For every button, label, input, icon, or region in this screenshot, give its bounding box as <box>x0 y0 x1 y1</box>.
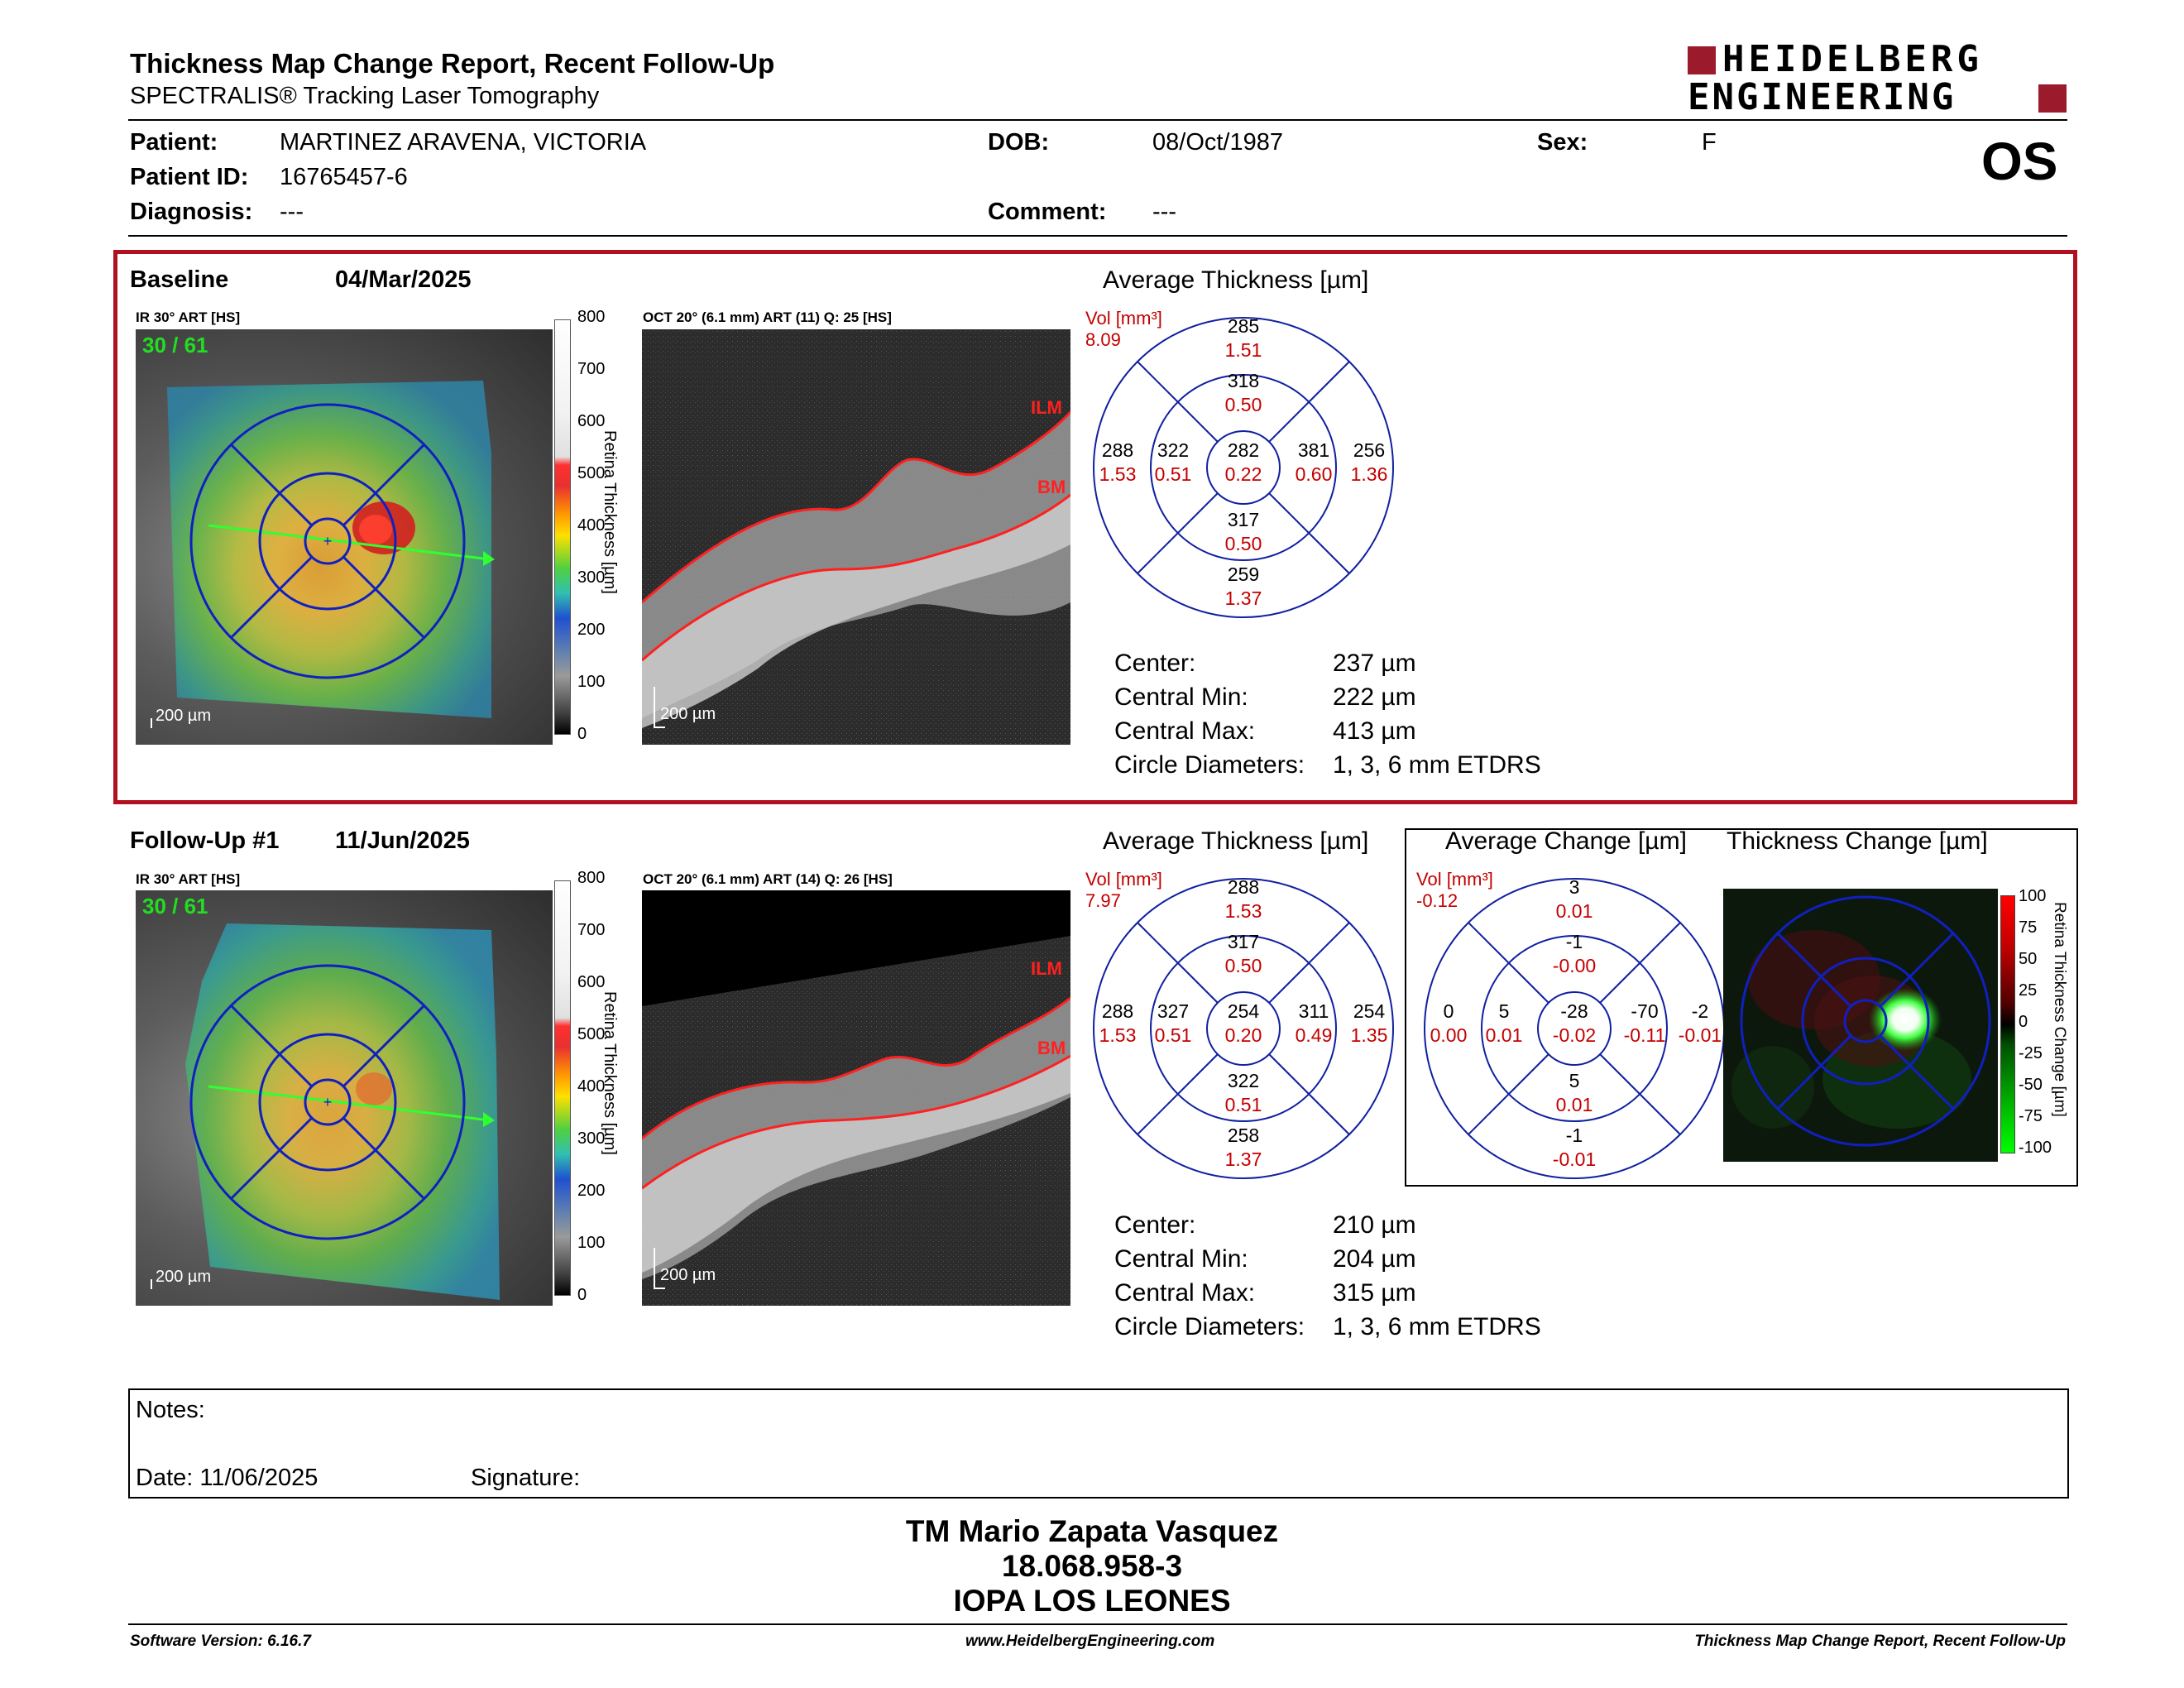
followup-ir-image[interactable] <box>136 890 553 1306</box>
etdrs-cell-center <box>1541 1000 1607 1048</box>
central-min-value: 222 µm <box>1333 683 1416 711</box>
circle-diameters-value: 1, 3, 6 mm ETDRS <box>1333 1313 1541 1340</box>
cbar-tick: 400 <box>577 516 606 535</box>
baseline-label: Baseline <box>130 266 229 293</box>
footer-report-name: Thickness Map Change Report, Recent Follow-Up <box>1694 1633 2066 1650</box>
volume-change-value: -0.01 <box>1678 1024 1722 1046</box>
logo-square-bottom <box>2038 84 2067 113</box>
change-vol-value: -0.12 <box>1416 890 1458 911</box>
etdrs-cell-outer-inferior <box>1541 1124 1607 1172</box>
volume-value: 1.51 <box>1224 339 1262 361</box>
cbar-tick: 75 <box>2019 918 2038 937</box>
comment-value: --- <box>1152 199 1176 225</box>
change-value: -28 <box>1560 1000 1588 1022</box>
cbar-tick: 200 <box>577 621 606 639</box>
change-value: 3 <box>1569 876 1580 898</box>
circle-diameters-value: 1, 3, 6 mm ETDRS <box>1333 751 1541 779</box>
change-value: 5 <box>1498 1000 1510 1022</box>
cbar-tick: 0 <box>577 725 587 743</box>
followup-vol-label: Vol [mm³] <box>1085 869 1162 890</box>
footer-rule <box>128 1623 2067 1625</box>
baseline-date: 04/Mar/2025 <box>335 266 472 293</box>
etdrs-cell-outer-right <box>1342 439 1396 487</box>
logo-square-top <box>1688 46 1716 74</box>
cbar-tick: 25 <box>2019 981 2038 1000</box>
volume-value: 1.35 <box>1350 1024 1388 1046</box>
thickness-value: 288 <box>1227 876 1260 898</box>
website-link[interactable]: www.HeidelbergEngineering.com <box>965 1633 1215 1650</box>
etdrs-cell-inner-inferior <box>1210 1069 1276 1117</box>
baseline-vol-label: Vol [mm³] <box>1085 308 1162 328</box>
volume-value: 1.53 <box>1224 900 1262 922</box>
eye-indicator: OS <box>1981 132 2058 191</box>
cbar-tick: 800 <box>577 869 606 887</box>
baseline-colorbar <box>554 319 571 735</box>
signer-institution: IOPA LOS LEONES <box>953 1584 1231 1618</box>
central-max-label: Central Max: <box>1114 1279 1256 1307</box>
circle-diameters-label: Circle Diameters: <box>1114 751 1305 779</box>
thickness-value: 256 <box>1353 439 1386 461</box>
etdrs-cell-inner-inferior <box>1541 1069 1607 1117</box>
followup-bm-label: BM <box>1037 1038 1066 1058</box>
cbar-tick: -100 <box>2019 1139 2052 1157</box>
volume-change-value: 0.00 <box>1430 1024 1468 1046</box>
baseline-oct-image[interactable] <box>642 329 1070 745</box>
center-label: Center: <box>1114 1211 1196 1239</box>
sex-label: Sex: <box>1537 129 1588 156</box>
change-colorbar <box>2000 895 2015 1153</box>
volume-value: 0.50 <box>1224 955 1262 976</box>
thickness-value: 317 <box>1227 931 1260 952</box>
volume-value: 0.51 <box>1154 463 1192 485</box>
report-title: Thickness Map Change Report, Recent Follow-Up <box>130 48 775 79</box>
patient-label: Patient: <box>130 129 218 156</box>
center-value: 237 µm <box>1333 650 1416 677</box>
central-max-value: 315 µm <box>1333 1279 1416 1307</box>
cbar-tick: 300 <box>577 568 606 587</box>
cbar-tick: 50 <box>2019 950 2038 968</box>
followup-oct-scale-marker <box>654 1248 655 1289</box>
volume-value: 1.36 <box>1350 463 1388 485</box>
followup-oct-caption: OCT 20° (6.1 mm) ART (14) Q: 26 [HS] <box>643 871 893 887</box>
cbar-tick: 500 <box>577 464 606 482</box>
etdrs-cell-outer-left <box>1090 439 1145 487</box>
volume-value: 0.51 <box>1224 1094 1262 1115</box>
baseline-ir-caption: IR 30° ART [HS] <box>136 309 241 325</box>
etdrs-cell-inner-right <box>1282 1000 1345 1048</box>
thickness-change-rendering <box>1723 889 1998 1162</box>
notes-date: Date: 11/06/2025 <box>136 1465 318 1491</box>
center-label: Center: <box>1114 650 1196 677</box>
etdrs-cell-center <box>1210 439 1276 487</box>
change-value: -1 <box>1565 931 1583 952</box>
volume-value: 1.53 <box>1099 1024 1137 1046</box>
followup-ir-caption: IR 30° ART [HS] <box>136 871 241 887</box>
signature-label: Signature: <box>471 1465 581 1491</box>
cbar-tick: -75 <box>2019 1107 2043 1125</box>
logo-line-2: ENGINEERING <box>1688 76 1956 118</box>
baseline-ilm-label: ILM <box>1031 397 1062 418</box>
followup-colorbar-axis-label: Retina Thickness [µm] <box>601 991 619 1155</box>
central-max-label: Central Max: <box>1114 717 1256 745</box>
thickness-value: 311 <box>1298 1000 1329 1022</box>
notes-label: Notes: <box>136 1397 205 1423</box>
etdrs-cell-outer-superior <box>1541 875 1607 923</box>
cbar-tick: 500 <box>577 1025 606 1043</box>
diagnosis-value: --- <box>280 199 304 225</box>
baseline-avg-thickness-title: Average Thickness [µm] <box>1103 266 1369 294</box>
thickness-value: 288 <box>1101 439 1134 461</box>
cbar-tick: 100 <box>2019 887 2047 905</box>
baseline-vol-value: 8.09 <box>1085 329 1121 350</box>
change-etdrs-grid <box>1421 875 1727 1182</box>
logo-line-1: HEIDELBERG <box>1722 38 1983 80</box>
followup-colorbar <box>554 880 571 1296</box>
volume-change-value: -0.11 <box>1623 1024 1666 1046</box>
cbar-tick: 400 <box>577 1077 606 1096</box>
volume-value: 0.50 <box>1224 533 1262 554</box>
followup-oct-image[interactable] <box>642 890 1070 1306</box>
change-value: 0 <box>1443 1000 1454 1022</box>
volume-value: 1.53 <box>1099 463 1137 485</box>
volume-value: 1.37 <box>1224 1149 1262 1170</box>
change-value: -2 <box>1691 1000 1709 1022</box>
baseline-colorbar-axis-label: Retina Thickness [µm] <box>601 430 619 594</box>
etdrs-cell-center <box>1210 1000 1276 1048</box>
thickness-value: 258 <box>1227 1125 1260 1146</box>
thickness-value: 288 <box>1101 1000 1134 1022</box>
cbar-tick: -50 <box>2019 1076 2043 1094</box>
center-value: 210 µm <box>1333 1211 1416 1239</box>
patient-id: 16765457-6 <box>280 164 408 190</box>
baseline-oct-caption: OCT 20° (6.1 mm) ART (11) Q: 25 [HS] <box>643 309 892 325</box>
etdrs-cell-inner-superior <box>1541 930 1607 978</box>
baseline-oct-scale: 200 µm <box>660 705 716 723</box>
etdrs-cell-outer-inferior <box>1210 1124 1276 1172</box>
cbar-tick: 800 <box>577 308 606 326</box>
baseline-bm-label: BM <box>1037 477 1066 497</box>
etdrs-cell-outer-left <box>1421 1000 1476 1048</box>
cbar-tick: -25 <box>2019 1044 2043 1062</box>
baseline-thickness-overlay <box>136 329 553 745</box>
followup-etdrs-grid <box>1090 875 1396 1182</box>
thickness-change-map[interactable] <box>1723 889 1998 1162</box>
baseline-scale-marker <box>151 718 152 728</box>
etdrs-cell-outer-superior <box>1210 875 1276 923</box>
central-min-value: 204 µm <box>1333 1245 1416 1273</box>
etdrs-cell-inner-right <box>1282 439 1345 487</box>
cbar-tick: 600 <box>577 412 606 430</box>
followup-scan-counter: 30 / 61 <box>142 894 208 918</box>
etdrs-cell-inner-superior <box>1210 369 1276 417</box>
etdrs-cell-inner-left <box>1473 1000 1535 1048</box>
etdrs-cell-outer-superior <box>1210 314 1276 362</box>
change-vol-label: Vol [mm³] <box>1416 869 1493 890</box>
thickness-value: 327 <box>1157 1000 1190 1022</box>
volume-change-value: 0.01 <box>1555 900 1593 922</box>
etdrs-cell-outer-inferior <box>1210 563 1276 611</box>
patient-rule <box>128 235 2067 237</box>
etdrs-cell-outer-right <box>1673 1000 1727 1048</box>
circle-diameters-label: Circle Diameters: <box>1114 1313 1305 1340</box>
signer-rut: 18.068.958-3 <box>1001 1549 1183 1583</box>
patient-id-label: Patient ID: <box>130 164 249 190</box>
cbar-tick: 600 <box>577 973 606 991</box>
thickness-value: 322 <box>1227 1070 1260 1091</box>
volume-value: 0.20 <box>1224 1024 1262 1046</box>
baseline-ir-scale: 200 µm <box>156 707 212 725</box>
change-value: -1 <box>1565 1125 1583 1146</box>
etdrs-cell-inner-left <box>1142 439 1205 487</box>
volume-change-value: -0.01 <box>1552 1149 1597 1170</box>
volume-change-value: -0.02 <box>1552 1024 1597 1046</box>
baseline-etdrs-grid <box>1090 314 1396 621</box>
volume-value: 0.50 <box>1224 394 1262 415</box>
thickness-value: 259 <box>1227 563 1260 585</box>
etdrs-cell-outer-right <box>1342 1000 1396 1048</box>
baseline-ir-image[interactable] <box>136 329 553 745</box>
thickness-value: 282 <box>1227 439 1260 461</box>
etdrs-cell-outer-left <box>1090 1000 1145 1048</box>
volume-value: 0.22 <box>1224 463 1262 485</box>
followup-ilm-label: ILM <box>1031 958 1062 979</box>
heidelberg-logo <box>1688 38 2068 118</box>
followup-vol-value: 7.97 <box>1085 890 1121 911</box>
comment-label: Comment: <box>988 199 1107 225</box>
volume-value: 0.51 <box>1154 1024 1192 1046</box>
signer-name: TM Mario Zapata Vasquez <box>905 1514 1279 1548</box>
thickness-value: 318 <box>1227 370 1260 391</box>
cbar-tick: 700 <box>577 360 606 378</box>
average-change-title: Average Change [µm] <box>1445 827 1687 855</box>
change-value: -70 <box>1631 1000 1659 1022</box>
diagnosis-label: Diagnosis: <box>130 199 253 225</box>
thickness-change-title: Thickness Change [µm] <box>1727 827 1988 855</box>
followup-thickness-overlay <box>136 890 553 1306</box>
volume-value: 0.49 <box>1295 1024 1333 1046</box>
baseline-oct-bscan <box>642 329 1070 745</box>
central-max-value: 413 µm <box>1333 717 1416 745</box>
thickness-value: 285 <box>1227 315 1260 337</box>
volume-change-value: 0.01 <box>1555 1094 1593 1115</box>
cbar-tick: 300 <box>577 1129 606 1148</box>
followup-label: Follow-Up #1 <box>130 827 280 854</box>
etdrs-cell-inner-left <box>1142 1000 1205 1048</box>
followup-oct-scale: 200 µm <box>660 1266 716 1284</box>
report-subtitle: SPECTRALIS® Tracking Laser Tomography <box>130 83 600 109</box>
thickness-value: 381 <box>1297 439 1330 461</box>
dob-label: DOB: <box>988 129 1050 156</box>
header-rule <box>128 119 2067 121</box>
etdrs-cell-inner-right <box>1613 1000 1676 1048</box>
etdrs-cell-inner-inferior <box>1210 508 1276 556</box>
svg-text:+: + <box>323 1094 333 1110</box>
central-min-label: Central Min: <box>1114 683 1248 711</box>
followup-avg-thickness-title: Average Thickness [µm] <box>1103 827 1369 855</box>
thickness-value: 317 <box>1227 509 1260 530</box>
cbar-tick: 200 <box>577 1182 606 1200</box>
thickness-value: 322 <box>1157 439 1190 461</box>
dob-value: 08/Oct/1987 <box>1152 129 1283 156</box>
followup-oct-bscan <box>642 890 1070 1306</box>
cbar-tick: 100 <box>577 673 606 691</box>
thickness-value: 254 <box>1227 1000 1260 1022</box>
notes-box[interactable] <box>128 1388 2069 1499</box>
volume-value: 0.60 <box>1295 463 1333 485</box>
patient-name: MARTINEZ ARAVENA, VICTORIA <box>280 129 647 156</box>
svg-text:+: + <box>323 533 333 549</box>
followup-date: 11/Jun/2025 <box>335 827 470 854</box>
software-version: Software Version: 6.16.7 <box>130 1633 311 1650</box>
cbar-tick: 0 <box>577 1286 587 1304</box>
followup-scale-marker <box>151 1279 152 1289</box>
volume-value: 1.37 <box>1224 587 1262 609</box>
central-min-label: Central Min: <box>1114 1245 1248 1273</box>
baseline-oct-scale-marker <box>654 687 655 728</box>
volume-change-value: 0.01 <box>1485 1024 1523 1046</box>
thickness-value: 254 <box>1353 1000 1386 1022</box>
cbar-tick: 100 <box>577 1234 606 1252</box>
change-value: 5 <box>1569 1070 1580 1091</box>
baseline-scan-counter: 30 / 61 <box>142 333 208 357</box>
cbar-tick: 0 <box>2019 1013 2028 1031</box>
cbar-tick: 700 <box>577 921 606 939</box>
followup-oct-scale-marker-base <box>654 1288 665 1289</box>
etdrs-cell-inner-superior <box>1210 930 1276 978</box>
volume-change-value: -0.00 <box>1552 955 1597 976</box>
baseline-oct-scale-marker-base <box>654 727 665 728</box>
sex-value: F <box>1702 129 1717 156</box>
change-colorbar-axis-label: Retina Thickness Change [µm] <box>2051 902 2068 1117</box>
followup-ir-scale: 200 µm <box>156 1268 212 1286</box>
